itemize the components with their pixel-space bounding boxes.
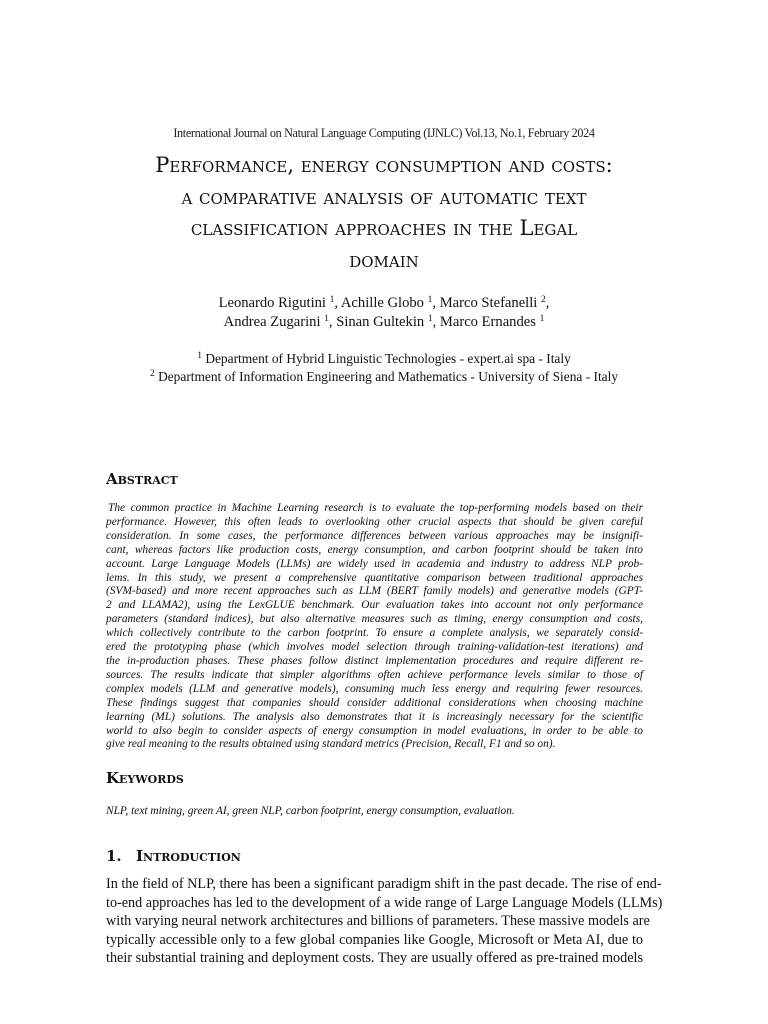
author-affiliation-mark: 1 <box>539 313 545 324</box>
paper-title <box>90 150 678 276</box>
author-name: Andrea Zugarini <box>223 313 321 330</box>
author-separator: , <box>334 295 341 311</box>
title-line: a comparative analysis of automatic text <box>181 184 587 209</box>
section-number: 1. <box>106 847 122 865</box>
abstract-line: world to also begin to consider aspects of energy consumption in model evaluations, in order to be able to <box>106 724 643 737</box>
abstract-heading: Abstract <box>106 470 178 488</box>
abstract-line: give real meaning to the results obtained using standard metrics (Precision, Recall, F1 and so on). <box>106 738 556 751</box>
author-separator: , <box>432 295 440 311</box>
abstract-line: consideration. In some cases, the performance differences between various approaches may be insignifi- <box>106 529 643 542</box>
affiliation <box>0 368 768 386</box>
abstract-line: complex models (LLM and generative models), consuming much less energy and requiring fewer resources. <box>106 682 643 695</box>
abstract-line: parameters (standard indices), but also alternative measures such as timing, energy consumption and costs, <box>106 613 643 626</box>
author-affiliation-mark: 1 <box>329 295 335 305</box>
abstract-line: sources. The results indicate that simpler algorithms often achieve performance levels similar to those of <box>106 668 643 681</box>
abstract-line: 2 and LLAMA2), using the LexGLUE benchmark. Our evaluation takes into account not only performance <box>106 599 643 612</box>
introduction-heading <box>106 847 241 865</box>
abstract-line: (SVM-based) and more recent approaches such as LLM (BERT family models) and generative models (GPT- <box>106 585 643 598</box>
keywords-text: NLP, text mining, green AI, green NLP, carbon footprint, energy consumption, evaluation. <box>106 805 515 817</box>
abstract-line: the in-production phases. These phases follow distinct implementation procedures and require different re- <box>106 654 643 667</box>
section-title: Introduction <box>136 847 241 865</box>
affiliation-mark: 2 <box>149 368 155 379</box>
abstract-line: which collectively contribute to the carbon footprint. To ensure a complete analysis, we separately consid- <box>106 627 643 640</box>
affiliation-text: Department of Information Engineering and Mathematics - University of Siena - Italy <box>158 368 619 384</box>
author-separator: , <box>545 295 550 311</box>
author-affiliation-mark: 1 <box>427 313 433 324</box>
title-line: domain <box>349 247 419 272</box>
abstract-line: account. Large Language Models (LLMs) are widely used in academia and industry to address NLP prob- <box>106 557 643 570</box>
author-list <box>0 294 768 331</box>
affiliation-mark: 1 <box>197 351 202 361</box>
body-line: their substantial training and deployment costs. They are usually offered as pre-trained models <box>106 950 643 967</box>
abstract-line: performance. However, this often leads to overlooking other crucial aspects that should be given careful <box>106 515 643 528</box>
author-line <box>0 294 768 313</box>
affiliation-text: Department of Hybrid Linguistic Technologies - expert.ai spa - Italy <box>205 351 571 366</box>
title-line: Performance, energy consumption and costs: <box>155 153 613 177</box>
author-line <box>0 313 768 332</box>
body-line: In the field of NLP, there has been a significant paradigm shift in the past decade. The rise of end- <box>106 876 662 892</box>
affiliation <box>0 350 768 368</box>
body-line: with varying neural network architectures and billions of parameters. These massive models are <box>106 913 650 930</box>
affiliation-list <box>0 350 768 385</box>
abstract-line: learning (ML) solutions. The analysis also demonstrates that it is increasingly necessary for the scientific <box>106 710 643 723</box>
body-line: typically accessible only to a few global companies like Google, Microsoft or Meta AI, due to <box>106 931 643 948</box>
abstract-text <box>106 502 643 752</box>
keywords-heading: Keywords <box>106 769 184 787</box>
author-separator: , <box>328 313 337 330</box>
journal-header: International Journal on Natural Language Computing (IJNLC) Vol.13, No.1, February 2024 <box>173 126 595 140</box>
abstract-line: lems. In this study, we present a comprehensive quantitative comparison between traditional approaches <box>106 571 643 584</box>
author-affiliation-mark: 1 <box>427 295 433 305</box>
abstract-line: cant, whereas factors like production costs, energy consumption, and carbon footprint should be taken into <box>106 543 643 556</box>
body-line: to-end approaches has led to the development of a wide range of Large Language Models (LLMs) <box>106 894 663 911</box>
author-affiliation-mark: 1 <box>324 313 329 324</box>
author-separator: , <box>432 313 440 330</box>
introduction-text <box>106 875 663 968</box>
author-name: Leonardo Rigutini <box>218 295 326 311</box>
title-line: classification approaches in the Legal <box>190 216 578 240</box>
author-name: Achille Globo <box>340 295 424 311</box>
abstract-line: These findings suggest that companies should consider additional considerations when choosing machine <box>106 696 643 709</box>
author-affiliation-mark: 2 <box>541 295 546 305</box>
abstract-line: The common practice in Machine Learning research is to evaluate the top-performing models based on their <box>108 502 643 514</box>
author-name: Sinan Gultekin <box>336 313 425 330</box>
author-name: Marco Stefanelli <box>439 295 538 311</box>
author-name: Marco Ernandes <box>439 313 536 330</box>
abstract-line: ered the prototyping phase (which involves model selection through training-validation-test iterations) and <box>106 641 643 654</box>
